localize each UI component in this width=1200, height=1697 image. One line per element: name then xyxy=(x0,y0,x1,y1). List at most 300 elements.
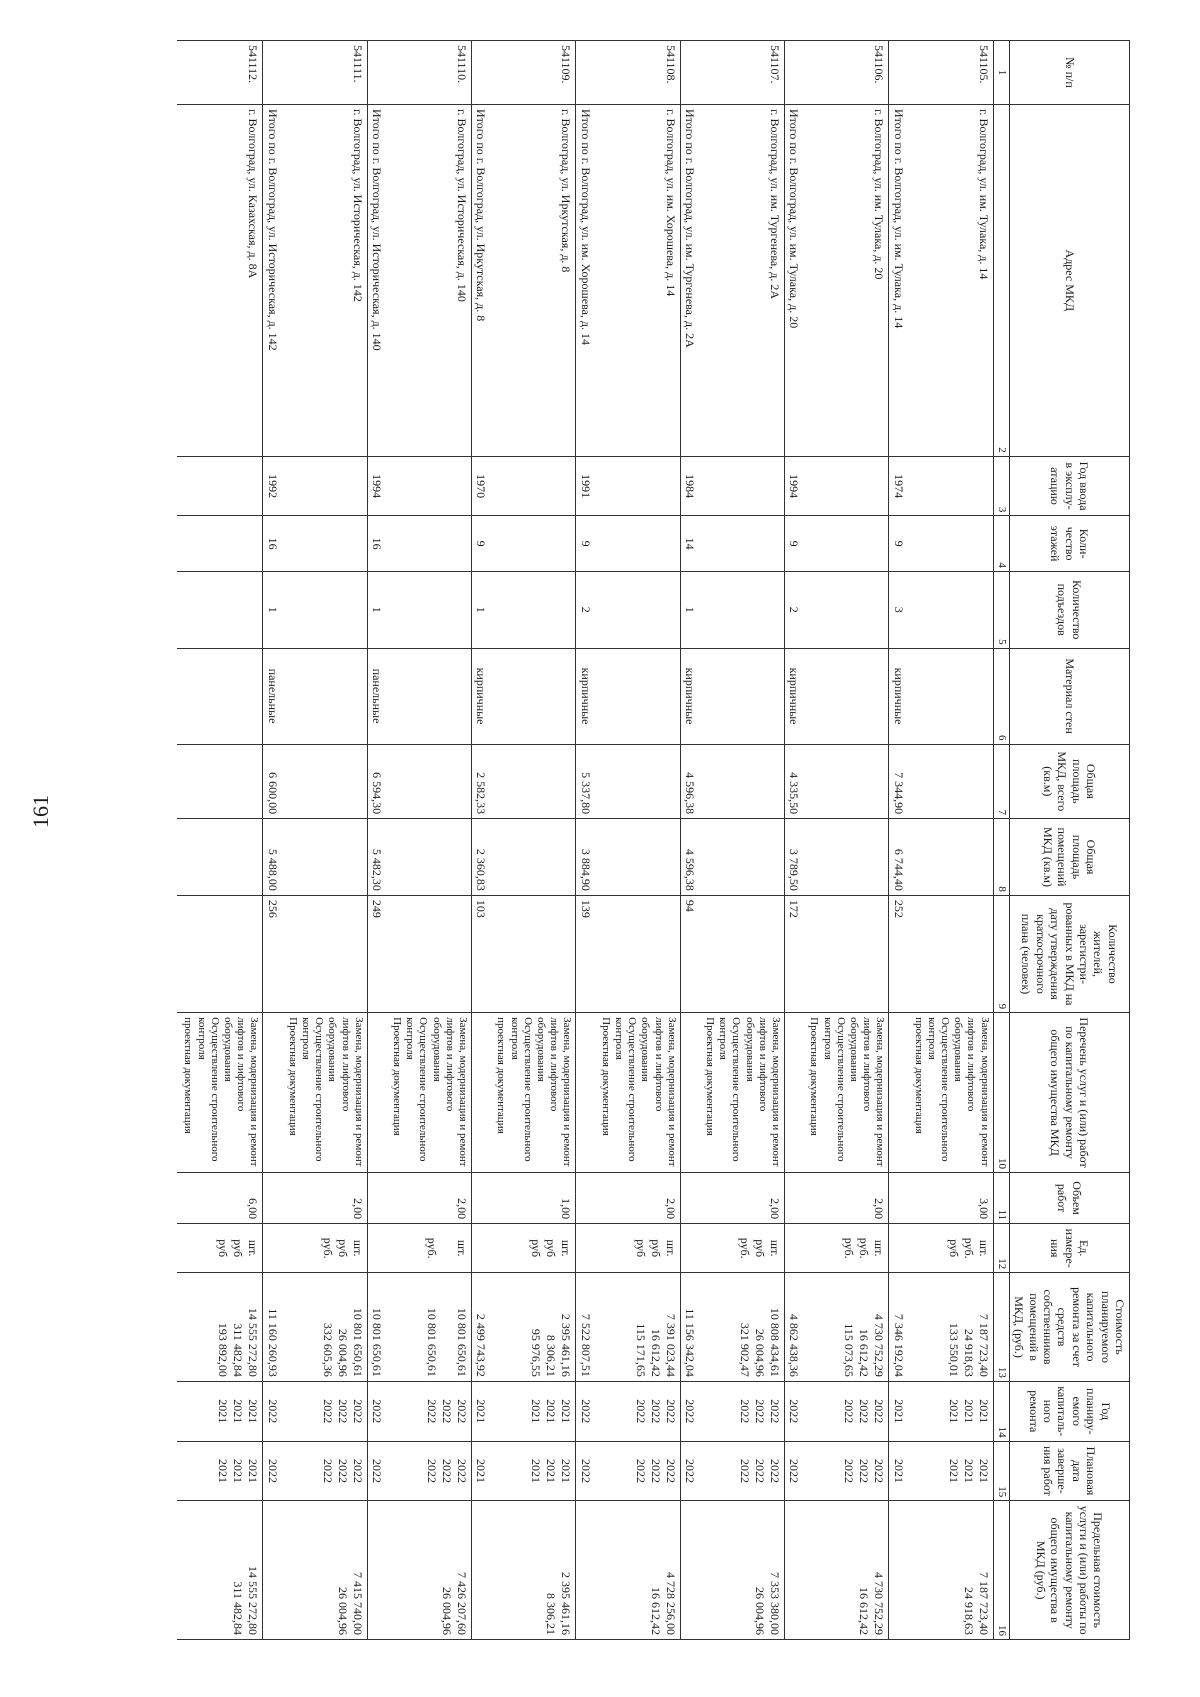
residents xyxy=(177,895,262,1012)
column-number: 14 xyxy=(993,1381,1009,1441)
limit-cost xyxy=(263,1501,282,1640)
table-body xyxy=(177,41,993,1640)
entrances: 1 xyxy=(263,571,282,648)
unit xyxy=(576,1224,595,1273)
cost-line: 10 808 434,61 xyxy=(768,1307,783,1377)
limit-cost-line xyxy=(633,1505,648,1635)
year-line: 2022 xyxy=(440,1399,455,1424)
limit-cost-line: 26 004,96 xyxy=(753,1587,768,1635)
residents: 249 xyxy=(367,895,386,1012)
total-label: Итого по г. Волгоград, ул. им. Тулака, д. 20 xyxy=(785,104,804,456)
area-rooms xyxy=(282,819,367,896)
year-line: 2022 xyxy=(455,1399,470,1424)
works-line: Проектная документация xyxy=(391,1017,404,1136)
works xyxy=(785,1013,804,1173)
finish-date xyxy=(282,1441,367,1501)
unit-line: шт. xyxy=(246,1239,261,1257)
works xyxy=(908,1013,993,1173)
entrances: 1 xyxy=(367,571,386,648)
row-number: 541109. xyxy=(490,41,575,105)
wall-material xyxy=(803,648,888,744)
entrances: 2 xyxy=(576,571,595,648)
finish-date-line: 2022 xyxy=(857,1458,872,1483)
unit xyxy=(699,1224,784,1273)
works-line: Осуществление строительного контроля xyxy=(717,1017,743,1162)
unit xyxy=(680,1224,699,1273)
column-number-row xyxy=(993,41,1009,1640)
build-year: 1991 xyxy=(576,456,595,516)
year xyxy=(803,1381,888,1441)
works-line: Проектная документация xyxy=(808,1017,821,1136)
residents xyxy=(908,895,993,1012)
year-line: 2022 xyxy=(633,1399,648,1424)
volume: 2,00 xyxy=(699,1173,784,1224)
table-row xyxy=(177,41,262,1640)
volume xyxy=(785,1173,804,1224)
volume xyxy=(889,1173,908,1224)
finish-date-line: 2021 xyxy=(961,1458,976,1483)
floors: 16 xyxy=(367,516,386,571)
finish-date: 2022 xyxy=(785,1441,804,1501)
table-row xyxy=(490,41,575,1640)
area-rooms xyxy=(177,819,262,896)
year-line: 2021 xyxy=(529,1399,544,1424)
build-year xyxy=(177,456,262,516)
column-number: 5 xyxy=(993,571,1009,648)
finish-date: 2021 xyxy=(472,1441,491,1501)
floors xyxy=(908,516,993,571)
entrances: 1 xyxy=(472,571,491,648)
column-number: 8 xyxy=(993,819,1009,896)
works xyxy=(367,1013,386,1173)
wall-material xyxy=(908,648,993,744)
unit xyxy=(595,1224,680,1273)
total-num xyxy=(576,41,595,105)
residents xyxy=(803,895,888,1012)
address: г. Волгоград, ул. Казахская, д. 8А xyxy=(177,104,262,456)
table-row xyxy=(803,41,888,1640)
year xyxy=(386,1381,471,1441)
works-line: Проектная документация xyxy=(704,1017,717,1136)
year-line: 2021 xyxy=(961,1399,976,1424)
works-line: Замена, модернизация и ремонт лифтов и лифтового оборудования xyxy=(326,1017,365,1167)
finish-date-line: 2022 xyxy=(320,1458,335,1483)
unit-line: шт. xyxy=(455,1239,470,1257)
finish-date-line: 2022 xyxy=(455,1458,470,1483)
limit-cost-line xyxy=(215,1505,230,1635)
entrances: 1 xyxy=(680,571,699,648)
cost: 7 522 807,51 xyxy=(576,1273,595,1382)
build-year: 1970 xyxy=(472,456,491,516)
wall-material: кирпичные xyxy=(680,648,699,744)
residents xyxy=(282,895,367,1012)
first-value-line: 2021 xyxy=(976,1399,991,1424)
unit-line: руб. xyxy=(857,1237,872,1259)
column-header: Год ввода в эксплу-атацию xyxy=(1009,456,1129,516)
build-year: 1994 xyxy=(367,456,386,516)
table-row xyxy=(699,41,784,1640)
area-total xyxy=(177,744,262,819)
column-number: 12 xyxy=(993,1224,1009,1273)
year xyxy=(699,1381,784,1441)
area-total xyxy=(803,744,888,819)
residents: 94 xyxy=(680,895,699,1012)
limit-cost-line: 7 353 380,00 xyxy=(768,1572,783,1635)
wall-material: кирпичные xyxy=(576,648,595,744)
area-total: 6 600,00 xyxy=(263,744,282,819)
unit-line: шт. xyxy=(976,1239,991,1257)
unit-line: руб. xyxy=(738,1237,753,1259)
entrances: 3 xyxy=(889,571,908,648)
total-label: Итого по г. Волгоград, ул. им. Хорошева, д. 14 xyxy=(576,104,595,456)
works xyxy=(472,1013,491,1173)
area-rooms xyxy=(386,819,471,896)
floors: 9 xyxy=(785,516,804,571)
limit-cost xyxy=(889,1501,908,1640)
volume: 2,00 xyxy=(386,1173,471,1224)
area-total: 6 594,30 xyxy=(367,744,386,819)
year xyxy=(490,1381,575,1441)
cost xyxy=(595,1273,680,1382)
unit xyxy=(472,1224,491,1273)
row-number: 541107. xyxy=(699,41,784,105)
cost-line: 321 902,47 xyxy=(738,1322,753,1377)
build-year xyxy=(490,456,575,516)
cost-line: 8 306,21 xyxy=(544,1334,559,1377)
limit-cost-line: 26 004,96 xyxy=(440,1587,455,1635)
limit-cost-line: 311 482,84 xyxy=(231,1581,246,1635)
unit-line: руб. xyxy=(961,1237,976,1259)
unit xyxy=(177,1224,262,1273)
column-number: 11 xyxy=(993,1173,1009,1224)
year: 2022 xyxy=(367,1381,386,1441)
finish-date-line: 2021 xyxy=(216,1458,231,1483)
finish-date xyxy=(386,1441,471,1501)
limit-cost-line: 14 555 272,80 xyxy=(246,1566,261,1635)
limit-cost-line: 8 306,21 xyxy=(544,1593,559,1635)
unit-line: руб. xyxy=(425,1237,440,1259)
floors: 14 xyxy=(680,516,699,571)
limit-cost xyxy=(282,1501,367,1640)
build-year xyxy=(908,456,993,516)
wall-material: кирпичные xyxy=(889,648,908,744)
area-total xyxy=(595,744,680,819)
year-line: 2022 xyxy=(872,1399,887,1424)
cost: 4 862 438,36 xyxy=(785,1273,804,1382)
year-line: 2022 xyxy=(842,1399,857,1424)
total-num xyxy=(889,41,908,105)
wall-material xyxy=(282,648,367,744)
column-header: Общая площадь помещений МКД (кв.м) xyxy=(1009,819,1129,896)
residents: 252 xyxy=(889,895,908,1012)
finish-date: 2022 xyxy=(576,1441,595,1501)
finish-date-line: 2022 xyxy=(335,1458,350,1483)
year-line: 2022 xyxy=(648,1399,663,1424)
floors xyxy=(803,516,888,571)
limit-cost-line xyxy=(946,1505,961,1635)
year-line: 2021 xyxy=(544,1399,559,1424)
cost-line: 14 555 272,80 xyxy=(246,1307,261,1377)
cost-line: 115 171,65 xyxy=(633,1323,648,1377)
floors xyxy=(386,516,471,571)
build-year xyxy=(282,456,367,516)
volume: 2,00 xyxy=(803,1173,888,1224)
finish-date-line: 2021 xyxy=(246,1458,261,1483)
volume xyxy=(367,1173,386,1224)
finish-date-line: 2022 xyxy=(753,1458,768,1483)
total-row xyxy=(785,41,804,1640)
build-year xyxy=(386,456,471,516)
entrances xyxy=(490,571,575,648)
floors: 9 xyxy=(889,516,908,571)
column-header: Стоимость планируемого капитального ремонта за счет средств собственников помещений в МКД, (руб.) xyxy=(1009,1273,1129,1382)
limit-cost-line xyxy=(320,1505,335,1635)
wall-material: кирпичные xyxy=(472,648,491,744)
wall-material xyxy=(386,648,471,744)
limit-cost-line: 7 426 207,60 xyxy=(455,1572,470,1635)
cost-line: 95 976,55 xyxy=(529,1328,544,1377)
floors xyxy=(282,516,367,571)
column-header: Адрес МКД xyxy=(1009,104,1129,456)
works-line: Замена, модернизация и ремонт лифтов и лифтового оборудования xyxy=(222,1017,261,1167)
year xyxy=(177,1381,262,1441)
finish-date-line: 2022 xyxy=(350,1458,365,1483)
entrances xyxy=(386,571,471,648)
works-line: Осуществление строительного контроля xyxy=(925,1017,952,1162)
works xyxy=(595,1013,680,1173)
unit-line: руб xyxy=(335,1239,350,1258)
area-total: 4 335,50 xyxy=(785,744,804,819)
works-line: Осуществление строительного контроля xyxy=(612,1017,639,1162)
total-label: Итого по г. Волгоград, ул. Историческая, д. 140 xyxy=(367,104,386,456)
finish-date xyxy=(803,1441,888,1501)
cost-line: 10 801 650,61 xyxy=(455,1307,470,1377)
finish-date-line: 2022 xyxy=(842,1458,857,1483)
area-total: 7 344,90 xyxy=(889,744,908,819)
residents: 139 xyxy=(576,895,595,1012)
finish-date xyxy=(595,1441,680,1501)
area-total xyxy=(282,744,367,819)
volume xyxy=(472,1173,491,1224)
limit-cost xyxy=(803,1501,888,1640)
column-number: 2 xyxy=(993,104,1009,456)
unit-line: шт. xyxy=(350,1239,365,1257)
area-total xyxy=(908,744,993,819)
unit xyxy=(908,1224,993,1273)
works xyxy=(386,1013,471,1173)
finish-date-line: 2022 xyxy=(633,1458,648,1483)
cost-line: 332 605,36 xyxy=(320,1322,335,1377)
build-year xyxy=(803,456,888,516)
finish-date: 2022 xyxy=(680,1441,699,1501)
cost xyxy=(803,1273,888,1382)
page-number: 161 xyxy=(28,795,53,828)
column-header: Плановая дата заверше-ния работ xyxy=(1009,1441,1129,1501)
area-rooms: 5 482,30 xyxy=(367,819,386,896)
limit-cost xyxy=(472,1501,491,1640)
works-line: проектная документация xyxy=(182,1017,195,1134)
residents: 172 xyxy=(785,895,804,1012)
works-line: Замена, модернизация и ремонт лифтов и лифтового оборудования xyxy=(847,1017,887,1167)
year: 2022 xyxy=(785,1381,804,1441)
cost: 11 160 260,93 xyxy=(263,1273,282,1382)
unit-line: руб xyxy=(753,1239,768,1258)
limit-cost-line xyxy=(737,1505,752,1635)
register-table xyxy=(177,40,1130,1640)
year-line: 2022 xyxy=(320,1399,335,1424)
unit xyxy=(490,1224,575,1273)
unit xyxy=(263,1224,282,1273)
area-total xyxy=(490,744,575,819)
finish-date xyxy=(490,1441,575,1501)
finish-date-line: 2021 xyxy=(529,1458,544,1483)
floors xyxy=(490,516,575,571)
floors xyxy=(699,516,784,571)
finish-date-line: 2021 xyxy=(559,1458,574,1483)
wall-material xyxy=(595,648,680,744)
limit-cost-line xyxy=(528,1505,543,1635)
limit-cost-line: 24 918,63 xyxy=(961,1587,976,1635)
works xyxy=(699,1013,784,1173)
volume: 3,00 xyxy=(908,1173,993,1224)
column-number: 4 xyxy=(993,516,1009,571)
address: г. Волгоград, ул. им. Тулака, д. 14 xyxy=(908,104,993,456)
total-row xyxy=(263,41,282,1640)
works-line: Замена, модернизация и ремонт лифтов и лифтового оборудования xyxy=(639,1017,678,1167)
works-line: Проектная документация xyxy=(286,1017,299,1136)
row-number: 541108. xyxy=(595,41,680,105)
floors: 9 xyxy=(576,516,595,571)
limit-cost-line xyxy=(841,1505,856,1635)
area-total xyxy=(699,744,784,819)
entrances xyxy=(282,571,367,648)
column-header: Объем работ xyxy=(1009,1173,1129,1224)
cost xyxy=(386,1273,471,1382)
year-line: 2022 xyxy=(753,1399,768,1424)
entrances xyxy=(177,571,262,648)
total-num xyxy=(263,41,282,105)
limit-cost xyxy=(908,1501,993,1640)
row-number: 541112. xyxy=(177,41,262,105)
entrances xyxy=(699,571,784,648)
first-value-line: 2021 xyxy=(976,1458,991,1483)
cost-line: 115 073,65 xyxy=(842,1323,857,1377)
unit xyxy=(367,1224,386,1273)
column-number: 9 xyxy=(993,895,1009,1012)
column-number: 3 xyxy=(993,456,1009,516)
first-value-line: 7 187 723,40 xyxy=(976,1572,991,1635)
year-line: 2021 xyxy=(559,1399,574,1424)
finish-date xyxy=(699,1441,784,1501)
year-line: 2021 xyxy=(216,1399,231,1424)
limit-cost-line: 4 728 256,00 xyxy=(663,1572,678,1635)
finish-date: 2021 xyxy=(889,1441,908,1501)
works-line: проектная документация xyxy=(495,1017,508,1134)
column-number: 13 xyxy=(993,1273,1009,1382)
cost: 11 156 342,04 xyxy=(680,1273,699,1382)
area-rooms: 3 789,50 xyxy=(785,819,804,896)
column-header: Предельная стоимость услуги и (или) работы по капитальному ремонту общего имущества в МКД (руб.) xyxy=(1009,1501,1129,1640)
unit-line: руб xyxy=(648,1239,663,1258)
table-row xyxy=(595,41,680,1640)
limit-cost xyxy=(595,1501,680,1640)
works-line: проектная документация xyxy=(912,1017,925,1134)
area-rooms xyxy=(908,819,993,896)
works xyxy=(177,1013,262,1173)
unit xyxy=(282,1224,367,1273)
cost-line xyxy=(439,1277,454,1377)
row-number: 541111. xyxy=(282,41,367,105)
wall-material xyxy=(177,648,262,744)
year xyxy=(595,1381,680,1441)
limit-cost xyxy=(680,1501,699,1640)
unit xyxy=(889,1224,908,1273)
works xyxy=(803,1013,888,1173)
address: г. Волгоград, ул. им. Тулака, д. 20 xyxy=(803,104,888,456)
finish-date-line: 2022 xyxy=(648,1458,663,1483)
cost xyxy=(177,1273,262,1382)
finish-date-line: 2022 xyxy=(768,1458,783,1483)
year xyxy=(282,1381,367,1441)
address: г. Волгоград, ул. им. Тургенева, д. 2А xyxy=(699,104,784,456)
total-num xyxy=(472,41,491,105)
cost xyxy=(282,1273,367,1382)
total-row xyxy=(472,41,491,1640)
works-line: Замена, модернизация и ремонт лифтов и лифтового оборудования xyxy=(430,1017,470,1167)
unit-line xyxy=(439,1228,454,1268)
works-line: Осуществление строительного контроля xyxy=(299,1017,326,1162)
total-num xyxy=(367,41,386,105)
cost-line: 26 004,96 xyxy=(335,1328,350,1377)
column-header: № п/п xyxy=(1009,41,1129,105)
works-line: Замена, модернизация и ремонт лифтов и лифтового оборудования xyxy=(535,1017,574,1167)
cost-line: 193 892,00 xyxy=(216,1322,231,1377)
total-label: Итого по г. Волгоград, ул. им. Тургенева, д. 2А xyxy=(680,104,699,456)
finish-date-line: 2022 xyxy=(425,1458,440,1483)
column-number: 15 xyxy=(993,1441,1009,1501)
year-line: 2021 xyxy=(946,1399,961,1424)
cost-line: 26 004,96 xyxy=(753,1328,768,1377)
limit-cost xyxy=(699,1501,784,1640)
cost-line: 16 612,42 xyxy=(648,1328,663,1377)
limit-cost xyxy=(386,1501,471,1640)
cost-line: 2 395 461,16 xyxy=(559,1313,574,1377)
year xyxy=(908,1381,993,1441)
floors: 9 xyxy=(472,516,491,571)
wall-material: кирпичные xyxy=(785,648,804,744)
volume: 6,00 xyxy=(177,1173,262,1224)
cost xyxy=(490,1273,575,1382)
year: 2021 xyxy=(889,1381,908,1441)
column-header: Количество жителей, зарегистри-рованных в МКД на дату утверждения краткосрочного плана (человек) xyxy=(1009,895,1129,1012)
finish-date-line: 2022 xyxy=(872,1458,887,1483)
unit-line: руб xyxy=(946,1239,961,1258)
cost xyxy=(908,1273,993,1382)
works xyxy=(282,1013,367,1173)
column-header: Ед. измере-ния xyxy=(1009,1224,1129,1273)
finish-date xyxy=(177,1441,262,1501)
finish-date: 2022 xyxy=(367,1441,386,1501)
area-rooms: 5 488,00 xyxy=(263,819,282,896)
cost-line: 4 730 752,29 xyxy=(872,1313,887,1377)
area-rooms xyxy=(595,819,680,896)
year: 2021 xyxy=(472,1381,491,1441)
year-line: 2022 xyxy=(857,1399,872,1424)
address: г. Волгоград, ул. им. Хорошева, д. 14 xyxy=(595,104,680,456)
volume xyxy=(263,1173,282,1224)
table-row xyxy=(386,41,471,1640)
wall-material xyxy=(699,648,784,744)
